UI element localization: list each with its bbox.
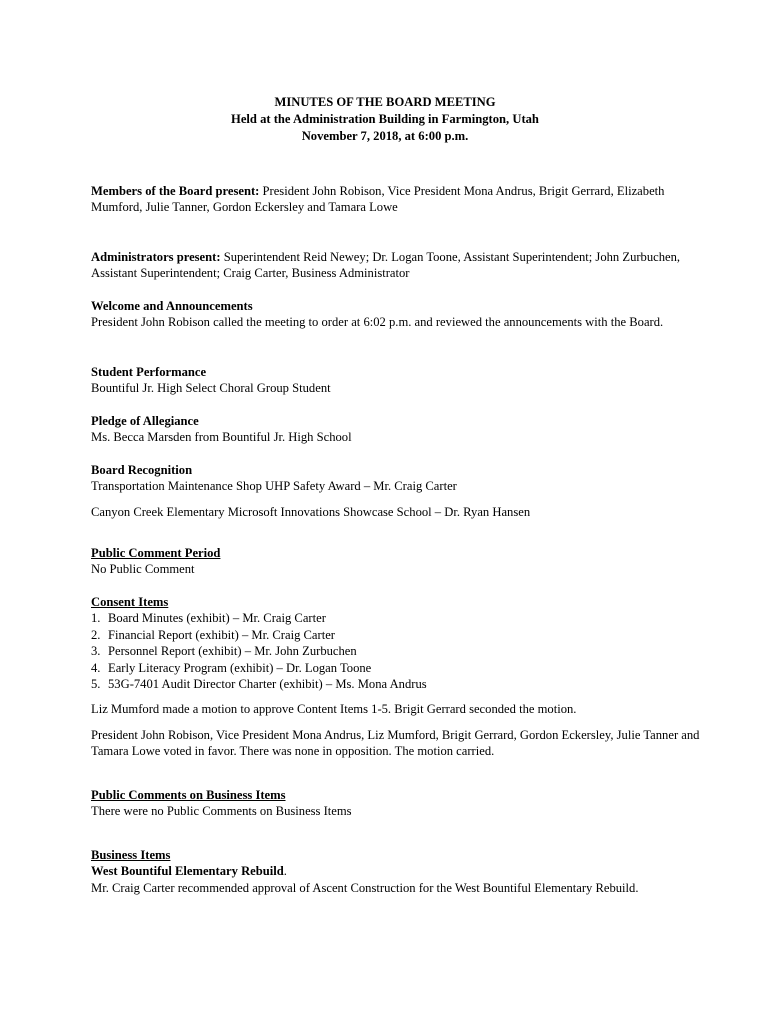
welcome-heading: Welcome and Announcements <box>91 299 253 313</box>
business-text: Mr. Craig Carter recommended approval of Ascent Construction for the West Bountiful Elementary Rebuild. <box>91 880 639 895</box>
business-section <box>91 847 731 896</box>
consent-section <box>91 594 701 760</box>
list-item <box>91 660 701 676</box>
consent-motion: Liz Mumford made a motion to approve Content Items 1-5. Brigit Gerrard seconded the motion. <box>91 702 577 717</box>
list-item-text: Personnel Report (exhibit) – Mr. John Zurbuchen <box>108 644 357 659</box>
business-subheading: West Bountiful Elementary Rebuild <box>91 864 284 879</box>
administrators-label: Administrators present: <box>91 250 221 264</box>
public-comment-text: No Public Comment <box>91 562 195 577</box>
administrators-section <box>91 249 701 282</box>
public-comments-business-text: There were no Public Comments on Business Items <box>91 804 352 819</box>
document-title: MINUTES OF THE BOARD MEETING <box>274 95 496 109</box>
list-item <box>91 643 701 659</box>
list-item <box>91 610 701 626</box>
members-paragraph <box>91 183 701 216</box>
public-comments-business-section <box>91 787 701 820</box>
student-performance-heading: Student Performance <box>91 365 207 379</box>
business-subheading-line <box>91 863 731 879</box>
list-item-number: 5. <box>91 677 101 692</box>
members-section <box>91 183 701 216</box>
business-subheading-suffix: . <box>283 864 287 879</box>
members-label: Members of the Board present: <box>91 184 260 198</box>
list-item-number: 1. <box>91 611 101 626</box>
pledge-section <box>91 413 701 446</box>
business-heading: Business Items <box>91 848 171 862</box>
list-item-number: 3. <box>91 644 101 659</box>
recognition-heading: Board Recognition <box>91 463 193 477</box>
student-performance-text: Bountiful Jr. High Select Choral Group Student <box>91 381 331 396</box>
meeting-date: November 7, 2018, at 6:00 p.m. <box>301 129 469 143</box>
public-comments-business-heading: Public Comments on Business Items <box>91 788 286 802</box>
recognition-section <box>91 462 701 520</box>
recognition-item: Canyon Creek Elementary Microsoft Innovations Showcase School – Dr. Ryan Hansen <box>91 504 531 519</box>
pledge-heading: Pledge of Allegiance <box>91 414 199 428</box>
recognition-item: Transportation Maintenance Shop UHP Safety Award – Mr. Craig Carter <box>91 479 457 494</box>
pledge-text: Ms. Becca Marsden from Bountiful Jr. High School <box>91 430 352 445</box>
members-text: President John Robison, Vice President Mona Andrus, Brigit Gerrard, Elizabeth Mumford, Julie Tanner, Gordon Eckersley and Tamara Lowe <box>91 184 665 215</box>
consent-list <box>91 610 701 692</box>
list-item <box>91 676 701 692</box>
document-header <box>0 94 770 145</box>
list-item-text: Board Minutes (exhibit) – Mr. Craig Carter <box>108 611 326 626</box>
public-comment-heading: Public Comment Period <box>91 546 221 560</box>
administrators-paragraph <box>91 249 701 282</box>
list-item-number: 2. <box>91 627 101 642</box>
administrators-text: Superintendent Reid Newey; Dr. Logan Toone, Assistant Superintendent; John Zurbuchen, Assistant Superintendent; Craig Carter, Business Administrator <box>91 250 681 281</box>
meeting-location: Held at the Administration Building in Farmington, Utah <box>231 112 539 126</box>
list-item-text: 53G-7401 Audit Director Charter (exhibit) – Ms. Mona Andrus <box>108 677 427 692</box>
welcome-text: President John Robison called the meeting to order at 6:02 p.m. and reviewed the announcements with the Board. <box>91 315 664 330</box>
consent-heading: Consent Items <box>91 595 169 609</box>
public-comment-section <box>91 545 701 578</box>
list-item <box>91 627 701 643</box>
list-item-text: Financial Report (exhibit) – Mr. Craig Carter <box>108 627 335 642</box>
welcome-section <box>91 298 701 331</box>
list-item-text: Early Literacy Program (exhibit) – Dr. Logan Toone <box>108 660 372 675</box>
consent-vote: President John Robison, Vice President Mona Andrus, Liz Mumford, Brigit Gerrard, Gordon Eckersley, Julie Tanner and Tamara Lowe voted in favor. There was none in opposition. The motion carried. <box>91 727 700 759</box>
student-performance-section <box>91 364 701 397</box>
list-item-number: 4. <box>91 660 101 675</box>
